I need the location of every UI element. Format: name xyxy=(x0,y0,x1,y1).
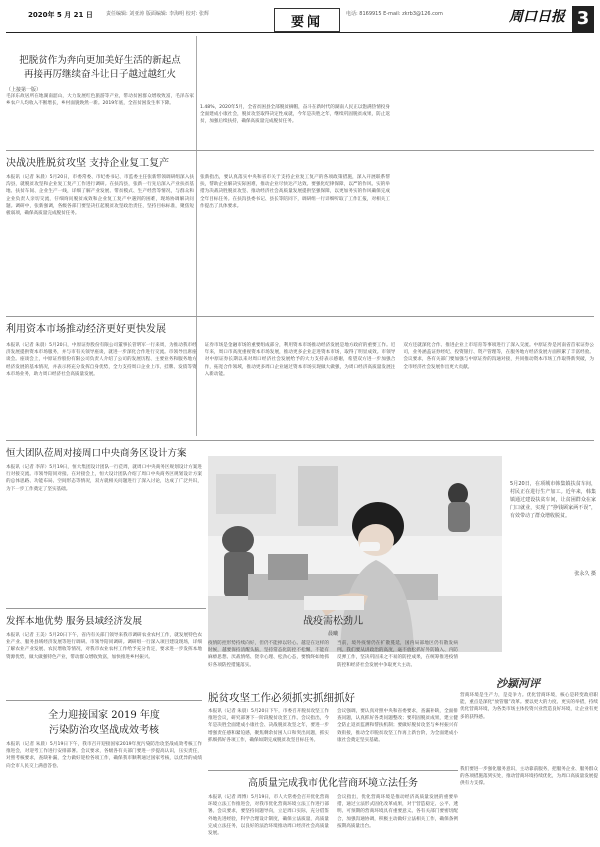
article-epidemic-commentary[interactable] xyxy=(208,614,458,686)
article-poverty-grasp[interactable] xyxy=(208,690,458,768)
column-title: 沙颍河评 xyxy=(496,677,540,690)
article-body: 双方还就深化合作、推进企业上市培育等事项进行了深入交流。中原证券是河南省首家证券公司，业务涵盖证券经纪、投资银行、资产管理等，在服务地方经济发展方面积累了丰富经验。会议要求，各有关部门要加强与中原证券的沟通对接，共同推动资本市场工作取得新突破，为全市经济社会发展作出更大贡献。 xyxy=(403,343,595,370)
section-title: 要闻 xyxy=(290,14,323,30)
article-body: 本报讯（记者 周博）5月19日，市人大常委会召开优化营商环境立法工作推进会，对我市优化营商环境立法工作进行部署。会议要求，要坚持问题导向，立足周口实际，充分借鉴外地先进经验，科学合理设计制度，确保立法质量，高质量完成立法任务，以良好的法治环境推动周口经济社会高质量发展。 xyxy=(208,795,329,837)
photo-caption xyxy=(510,480,596,577)
article-headline: 发挥本地优势 服务县域经济发展 xyxy=(6,616,143,627)
article-capital-market[interactable] xyxy=(6,322,594,446)
caption-byline: 张永久 摄 xyxy=(574,571,596,577)
newspaper-logo: 周口日报 xyxy=(509,9,565,25)
section-separator xyxy=(208,770,458,771)
section-separator xyxy=(6,440,594,441)
article-byline: 晨曦 xyxy=(327,631,338,637)
article-poverty-new-start[interactable] xyxy=(6,54,194,135)
article-body: 本报讯（记者 朱晨）5月19日下午，我市召开迎接国家2019年度污染防治攻坚战成效考核工作推进会，对迎考工作进行安排部署。会议要求，各级各有关部门要进一步提高认识，压实责任，对照考核要求，查缺补漏，全力做好迎检各项工作，确保我市顺利通过国家考核，以优异的成绩向全市人民交上满意答卷。 xyxy=(6,742,202,769)
article-body: 毛泽东故居所在地湖南韶山，大力发展红色旅游等产业，带动贫困群众增收致富，毛泽东家乡农户人均收入不断增长，乡村面貌焕然一新。2019年底，全省贫困发生率下降。 xyxy=(6,94,194,107)
article-headline: 脱贫攻坚工作必须抓实抓细抓好 xyxy=(208,692,355,704)
article-local-advantage[interactable] xyxy=(6,614,202,702)
article-headline: 战疫需松劲儿 xyxy=(303,616,363,627)
article-headline-line1: 把脱贫作为奔向更加美好生活的新起点 xyxy=(19,55,181,66)
article-headline-line2: 污染防治攻坚战成效考核 xyxy=(49,725,159,736)
article-body: 本报讯（记者 王美）5月20日下午，省内有关部门领导来我市调研农业农村工作，就发展特色农业产业、服务县域经济发展等进行调研。市领导陪同调研。调研组一行深入项目建设现场，详细了解农业产业发展、农民增收等情况，对我市农业农村工作给予充分肯定，要求进一步发挥本地资源优势，做大做强特色产业，带动群众增收致富，加快推进乡村振兴。 xyxy=(6,633,202,660)
article-body: 1.48%，2020年5月，全省贫困县全部脱贫摘帽，奋斗在新时代的湖南人民正以饱满热情投身全面建成小康社会，脱贫攻坚取得决定性成就，今年是决胜之年，继续巩固脱贫成果，防止返贫，加强后续扶持，确保高质量完成脱贫任务。 xyxy=(200,105,390,125)
column-body: 营商环境是生产力，是竞争力。优化营商环境，核心是转变政府职能，重点是深化“放管服”改革。要以更大的力度、更实的举措，持续优化营商环境，为各类市场主体投资兴业营造良好环境，让企业有更多的获得感。 xyxy=(460,693,598,720)
article-headline: 高质量完成我市优化营商环境立法任务 xyxy=(248,778,418,789)
editor-info: 责任编辑: 刘亚涛 版面编辑: 李海明 校对: 张辉 xyxy=(106,11,210,17)
contact-info: 电话: 8169915 E-mail: zkrb3@126.com xyxy=(346,11,443,17)
masthead-rule xyxy=(6,32,594,33)
article-poverty-resumption[interactable] xyxy=(6,156,194,314)
article-body: 疫情防控形势持续向好，但仍不能掉以轻心。越是在这样的时候，越要保持清醒头脑，坚持常态化防控不松懈，不能有麻痹思想、厌战情绪、侥幸心理、松劲心态，要慎终如始抓好各项防控措施落实。 xyxy=(208,641,329,668)
article-body: 本报讯（记者 朱晨）5月20日，市委常委、市纪委书记、市监委主任张新带领调研组深入扶沟县，就脱贫攻坚和企业复工复产工作进行调研。在扶沟县，张新一行先后深入产业扶贫基地、扶贫车间、企业生产一线，详细了解产业发展、带贫模式、生产经营等情况，与群众和企业负责人亲切交流，仔细询问脱贫成效和企业复工复产中遇到的困难，现场协调解决问题。调研中，张新强调，各级各部门要坚决扛起脱贫攻坚政治责任，坚持目标标准，聚焦短板弱项，确保高质量完成脱贫任务。 xyxy=(6,175,194,217)
article-body: 张新指出，要认真落实中央和省市关于支持企业复工复产的各项政策措施，深入开展联系帮扶，帮助企业解决实际困难，推动企业尽快达产达效。要强化纪律保障，以严的作风、实的举措为决战决胜脱贫攻坚、推动经济社会高质量发展提供坚强保障，以更加务实的作风确保完成全年目标任务。在扶沟县委书记、县长等陪同下，调研组一行详细听取了工作汇报，对相关工作提出了具体要求。 xyxy=(200,175,390,209)
article-poverty-new-start-cont xyxy=(200,104,390,148)
caption-text: 5月20日，在项城市韩集镇扶贫车间，村民正在进行生产加工。近年来，韩集镇通过建设扶贫车间，让贫困群众在家门口就业，实现了“挣钱顾家两不误”，有效带动了群众增收脱贫。 xyxy=(510,481,596,519)
article-pollution-assessment[interactable] xyxy=(6,708,202,833)
section-separator xyxy=(6,316,594,317)
column-header xyxy=(496,672,596,688)
article-business-environment-law[interactable] xyxy=(208,776,458,840)
article-body: 会议强调，要认真对照中央和省委要求，查漏补缺，全面排查问题，认真抓好各类问题整改；要巩固脱贫成果，建立健全防止返贫监测和帮扶机制；要做好脱贫攻坚与乡村振兴有效衔接，推动全市脱贫攻坚工作再上新台阶，为全面建成小康社会奠定坚实基础。 xyxy=(337,709,458,743)
article-poverty-resumption-cont xyxy=(200,174,390,294)
column-body: 我们要进一步强化服务意识，主动靠前服务，把服务企业、服务群众的各项措施落到实处，推动营商环境持续优化，为周口高质量发展提供有力支撑。 xyxy=(460,767,598,787)
shaying-river-commentary[interactable] xyxy=(460,672,598,842)
section-separator xyxy=(6,700,202,701)
article-headline: 恒大团队莅周对接周口中央商务区设计方案 xyxy=(6,448,187,459)
article-headline-line2: 再接再厉继续奋斗让日子越过越红火 xyxy=(23,69,176,80)
section-stamp xyxy=(274,8,340,32)
article-body: 当前，境外疫情仍在扩散蔓延，国内局部地区仍有散发病例。我们要从讲政治的高度，毫不放松抓好外防输入、内防反弹工作，坚决巩固来之不易的防控成果，在统筹推进疫情防控和经济社会发展中争取更大主动。 xyxy=(337,641,458,668)
article-body: 本报讯（记者 朱晨）5月20日下午，市委召开脱贫攻坚工作推进会议，研究部署下一阶段脱贫攻坚工作。会议指出，今年是决胜全面建成小康社会、决战脱贫攻坚之年，要进一步增强责任感和紧迫感，聚焦剩余贫困人口和突出问题，抓实抓细抓好各项工作，确保如期完成脱贫攻坚目标任务。 xyxy=(208,709,329,743)
section-separator xyxy=(6,150,594,151)
issue-date: 2020年 5 月 21 日 xyxy=(28,11,93,19)
article-headline: 决战决胜脱贫攻坚 支持企业复工复产 xyxy=(6,158,170,169)
article-body: 会议指出，优化营商环境是推动经济高质量发展的重要举措，通过立法形式固化改革成果，对于营造稳定、公平、透明、可预期的营商环境具有重要意义。各有关部门要密切配合，加强沟通协调，积极主动做好立法相关工作，确保条例按期高质量出台。 xyxy=(337,795,458,829)
article-evergrande-cbd[interactable] xyxy=(6,446,202,596)
article-body: 本报讯（记者 朱晨）5月20日，中原证券股份有限公司董事长菅明军一行来周，为推动我市经济发展提供资本市场服务，并与市有关领导座谈，就进一步深化合作进行交流。市领导出席座谈会。座谈会上，中原证券股份有限公司负责人介绍了公司的发展历程、主要业务和服务地方经济发展的基本情况，并表示将充分发挥自身优势，全力支持周口企业上市、挂牌、发债等资本市场业务，助力周口经济社会高质量发展。 xyxy=(6,343,197,377)
article-body: 本报讯（记者 李萍）5月19日，恒大集团设计团队一行莅周，就周口中央商务区规划设计方案进行对接交流。市领导陪同对接。在对接会上，恒大设计团队介绍了周口中央商务区规划设计方案的总体思路、功能布局、空间形态等情况，双方就相关问题进行了深入讨论，达成了广泛共识，为下一步工作奠定了坚实基础。 xyxy=(6,465,202,492)
article-headline-line1: 全力迎接国家 2019 年度 xyxy=(48,710,160,721)
page-number: 3 xyxy=(572,6,594,32)
article-body: 证券市场是金融市场的重要组成部分，利用资本市场推动经济发展是地方政府的重要工作。近年来，周口市高度重视资本市场发展，推动更多企业走进资本市场，取得了明显成效。市领导对中原证券长期以来对周口经济社会发展给予的大力支持表示感谢，希望双方进一步加强合作，拓宽合作领域，推动更多周口企业通过资本市场实现做大做强，为周口经济高质量发展注入新动能。 xyxy=(204,343,396,377)
article-byline: （上接第一版） xyxy=(6,87,42,93)
article-headline: 利用资本市场推动经济更好更快发展 xyxy=(6,324,166,335)
section-separator xyxy=(6,608,206,609)
